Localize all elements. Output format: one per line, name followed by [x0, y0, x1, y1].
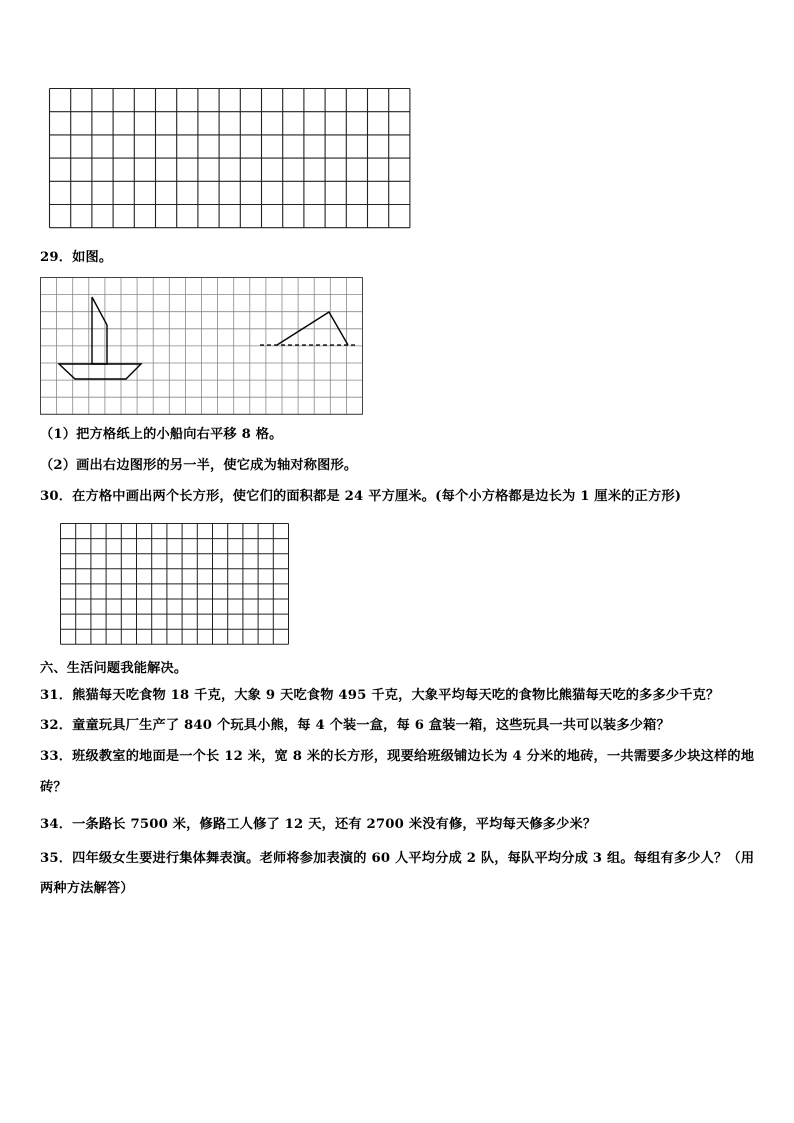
question-29-part-1: （1）把方格纸上的小船向右平移 8 格。	[40, 427, 283, 442]
section-6-title: 六、生活问题我能解决。	[40, 661, 188, 676]
boat-hull	[59, 364, 141, 379]
question-33-line-2: 砖？	[40, 780, 67, 795]
question-31-text: 31．熊猫每天吃食物 18 千克，大象 9 天吃食物 495 千克，大象平均每天吃的食物比熊猫每天吃的多多少千克？	[40, 688, 720, 703]
question-30-text: 30．在方格中画出两个长方形，使它们的面积都是 24 平方厘米。(每个小方格都是边长为 1 厘米的正方形)	[40, 489, 682, 504]
grid-with-boat-and-triangle	[40, 277, 363, 415]
answer-grid-rectangles	[60, 523, 290, 645]
question-35-line-2: 两种方法解答）	[40, 881, 134, 896]
question-35-line-1: 35．四年级女生要进行集体舞表演。老师将参加表演的 60 人平均分成 2 队，每队平均分成 3 组。每组有多少人？（用	[40, 851, 755, 866]
question-29-part-2: （2）画出右边图形的另一半，使它成为轴对称图形。	[40, 458, 358, 473]
question-34-text: 34．一条路长 7500 米，修路工人修了 12 天，还有 2700 米没有修，平均每天修多少米？	[40, 817, 597, 832]
question-29-title: 29．如图。	[40, 250, 113, 265]
question-33-line-1: 33．班级教室的地面是一个长 12 米，宽 8 米的长方形，现要给班级铺边长为 4 分米的地砖，一共需要多少块这样的地	[40, 749, 755, 764]
answer-grid-top	[49, 88, 411, 229]
question-32-text: 32．童童玩具厂生产了 840 个玩具小熊，每 4 个装一盒，每 6 盒装一箱，这些玩具一共可以装多少箱？	[40, 718, 670, 733]
